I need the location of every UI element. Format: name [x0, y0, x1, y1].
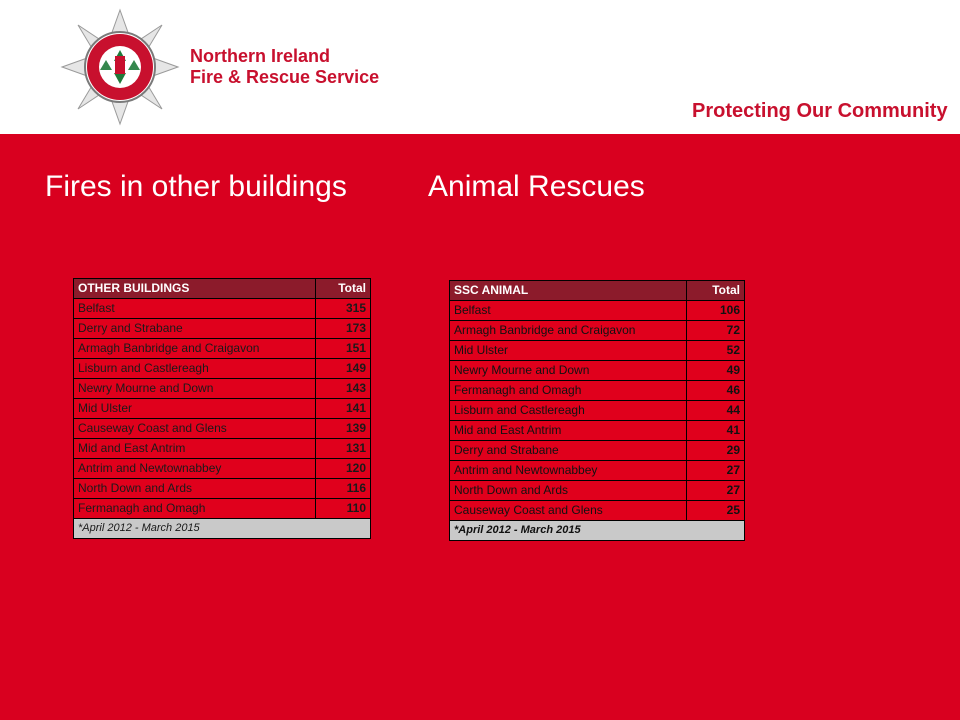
row-area-name: North Down and Ards — [74, 479, 316, 499]
row-total: 27 — [687, 481, 745, 501]
row-total: 143 — [316, 379, 371, 399]
table-row — [74, 339, 371, 359]
row-total: 315 — [316, 299, 371, 319]
row-area-name: Causeway Coast and Glens — [450, 501, 687, 521]
table-row — [450, 441, 745, 461]
row-total: 141 — [316, 399, 371, 419]
table-footnote: *April 2012 - March 2015 — [450, 521, 745, 541]
row-total: 139 — [316, 419, 371, 439]
row-area-name: Lisburn and Castlereagh — [74, 359, 316, 379]
table-row — [450, 341, 745, 361]
row-area-name: Derry and Strabane — [450, 441, 687, 461]
row-total: 27 — [687, 461, 745, 481]
row-area-name: Lisburn and Castlereagh — [450, 401, 687, 421]
row-area-name: North Down and Ards — [450, 481, 687, 501]
table-row — [74, 479, 371, 499]
table-row — [74, 459, 371, 479]
table-row — [450, 321, 745, 341]
row-area-name: Belfast — [74, 299, 316, 319]
table-row — [450, 301, 745, 321]
table-row — [450, 401, 745, 421]
row-total: 25 — [687, 501, 745, 521]
row-total: 151 — [316, 339, 371, 359]
buildings-table — [73, 278, 371, 539]
table-row — [450, 381, 745, 401]
row-area-name: Fermanagh and Omagh — [74, 499, 316, 519]
section-title-animals: Animal Rescues — [428, 170, 645, 203]
row-area-name: Newry Mourne and Down — [450, 361, 687, 381]
column-header-name: SSC ANIMAL — [450, 281, 687, 301]
row-area-name: Mid and East Antrim — [74, 439, 316, 459]
table-footnote: *April 2012 - March 2015 — [74, 519, 371, 539]
row-total: 44 — [687, 401, 745, 421]
nifrs-emblem-icon — [60, 8, 180, 126]
tagline: Protecting Our Community — [692, 100, 948, 122]
row-total: 72 — [687, 321, 745, 341]
table-row — [450, 501, 745, 521]
row-area-name: Newry Mourne and Down — [74, 379, 316, 399]
row-total: 29 — [687, 441, 745, 461]
table-row — [74, 419, 371, 439]
row-area-name: Mid Ulster — [450, 341, 687, 361]
row-total: 131 — [316, 439, 371, 459]
org-name-line1: Northern Ireland — [190, 46, 331, 66]
row-area-name: Armagh Banbridge and Craigavon — [74, 339, 316, 359]
row-total: 41 — [687, 421, 745, 441]
animals-table-body — [450, 301, 745, 521]
row-area-name: Antrim and Newtownabbey — [450, 461, 687, 481]
row-total: 110 — [316, 499, 371, 519]
table-header-row — [74, 279, 371, 299]
row-area-name: Armagh Banbridge and Craigavon — [450, 321, 687, 341]
table-row — [450, 361, 745, 381]
buildings-table-body — [74, 299, 371, 519]
row-total: 116 — [316, 479, 371, 499]
column-header-name: OTHER BUILDINGS — [74, 279, 316, 299]
animals-table — [449, 280, 745, 541]
table-row — [74, 499, 371, 519]
row-total: 52 — [687, 341, 745, 361]
table-row — [450, 461, 745, 481]
row-area-name: Causeway Coast and Glens — [74, 419, 316, 439]
table-row — [74, 299, 371, 319]
row-total: 49 — [687, 361, 745, 381]
table-header-row — [450, 281, 745, 301]
column-header-total: Total — [687, 281, 745, 301]
table-row — [74, 359, 371, 379]
row-area-name: Antrim and Newtownabbey — [74, 459, 316, 479]
row-area-name: Mid and East Antrim — [450, 421, 687, 441]
table-row — [74, 379, 371, 399]
table-row — [450, 421, 745, 441]
row-total: 46 — [687, 381, 745, 401]
row-area-name: Fermanagh and Omagh — [450, 381, 687, 401]
column-header-total: Total — [316, 279, 371, 299]
row-area-name: Derry and Strabane — [74, 319, 316, 339]
table-row — [450, 481, 745, 501]
row-total: 120 — [316, 459, 371, 479]
table-row — [74, 439, 371, 459]
row-area-name: Mid Ulster — [74, 399, 316, 419]
row-total: 106 — [687, 301, 745, 321]
row-total: 149 — [316, 359, 371, 379]
header-banner — [0, 0, 960, 134]
row-area-name: Belfast — [450, 301, 687, 321]
section-title-buildings: Fires in other buildings — [45, 170, 347, 203]
table-row — [74, 319, 371, 339]
org-name-line2: Fire & Rescue Service — [190, 67, 380, 87]
organisation-name — [190, 46, 379, 88]
table-row — [74, 399, 371, 419]
row-total: 173 — [316, 319, 371, 339]
